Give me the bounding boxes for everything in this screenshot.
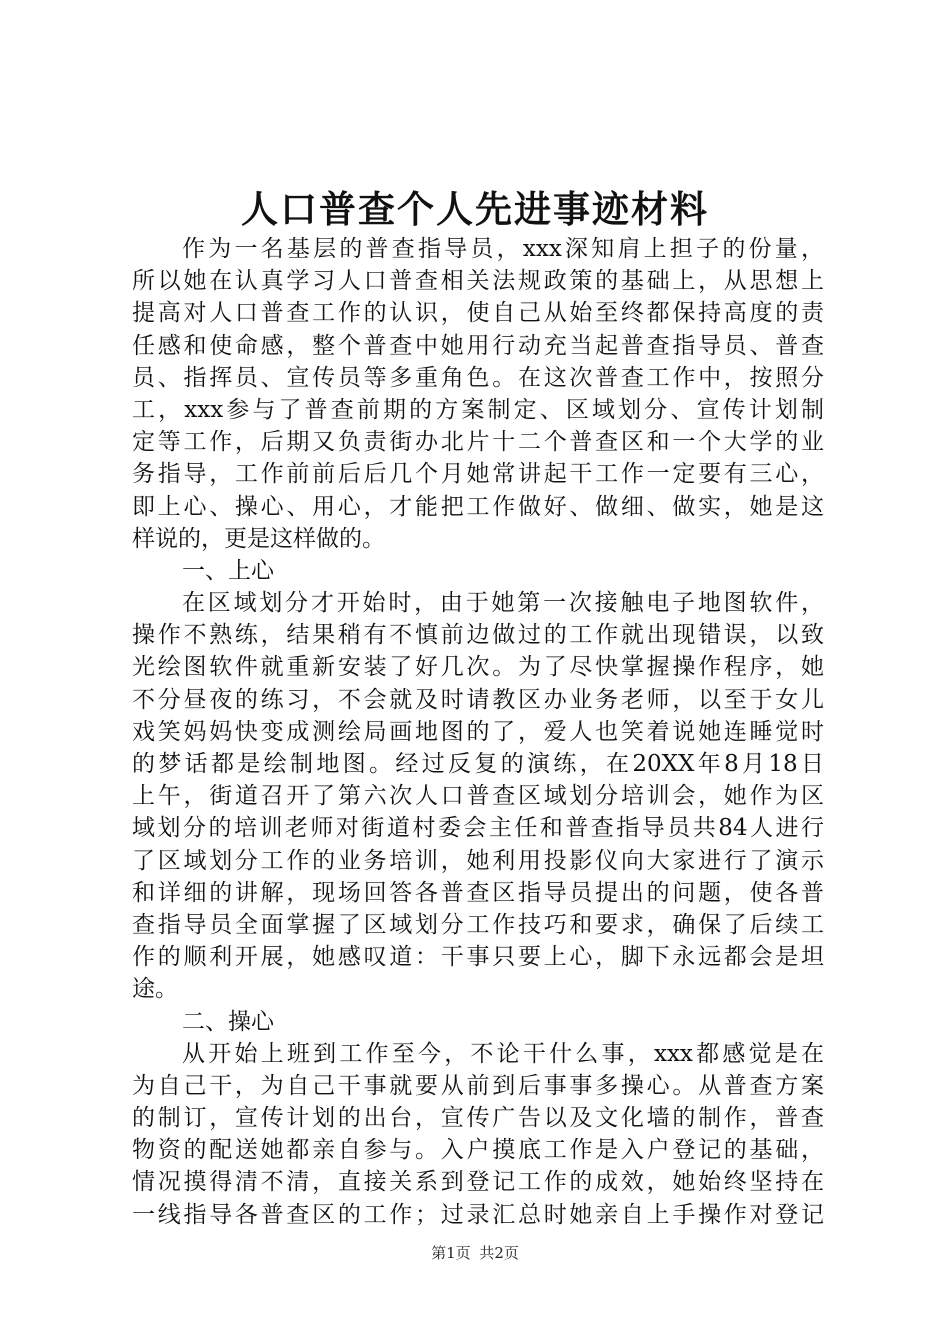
text-line: 务指导，工作前前后后几个月她常讲起干工作一定要有三心， xyxy=(132,461,824,488)
text-line: 所以她在认真学习人口普查相关法规政策的基础上，从思想上 xyxy=(132,268,824,295)
document-title: 人口普查个人先进事迹材料 xyxy=(241,187,709,231)
text-line: 任感和使命感，整个普查中她用行动充当起普查指导员、普查 xyxy=(132,332,824,359)
text-line: 的制订，宣传计划的出台，宣传广告以及文化墙的制作，普查 xyxy=(132,1105,824,1132)
text-line: 戏笑妈妈快变成测绘局画地图的了，爱人也笑着说她连睡觉时 xyxy=(132,718,824,745)
page-total: 共2页 xyxy=(479,1244,519,1262)
text-line: 操作不熟练，结果稍有不慎前边做过的工作就出现错误，以致 xyxy=(132,622,824,649)
text-line: 作为一名基层的普查指导员，xxx深知肩上担子的份量， xyxy=(182,236,824,262)
text-line: 从开始上班到工作至今，不论干什么事，xxx都感觉是在 xyxy=(182,1040,824,1067)
page-number: 第1页 xyxy=(431,1244,471,1262)
text-line: 和详细的讲解，现场回答各普查区指导员提出的问题，使各普 xyxy=(132,879,824,906)
document-body xyxy=(132,233,824,1231)
text-line: 提高对人口普查工作的认识，使自己从始至终都保持高度的责 xyxy=(132,300,824,327)
text-line: 工，xxx参与了普查前期的方案制定、区域划分、宣传计划制 xyxy=(132,396,824,423)
text-line: 一线指导各普查区的工作；过录汇总时她亲自上手操作对登记 xyxy=(132,1201,824,1228)
text-line: 途。 xyxy=(132,976,178,1003)
text-line: 的梦话都是绘制地图。经过反复的演练，在20XX年8月18日 xyxy=(132,751,824,777)
text-line: 了区域划分工作的业务培训，她利用投影仪向大家进行了演示 xyxy=(132,847,824,874)
text-line: 员、指挥员、宣传员等多重角色。在这次普查工作中，按照分 xyxy=(132,364,824,391)
section-heading: 二、操心 xyxy=(182,1008,274,1035)
text-line: 域划分的培训老师对街道村委会主任和普查指导员共84人进行 xyxy=(132,815,824,842)
text-line: 查指导员全面掌握了区域划分工作技巧和要求，确保了后续工 xyxy=(132,911,824,938)
text-line: 上午，街道召开了第六次人口普查区域划分培训会，她作为区 xyxy=(132,783,824,810)
section-heading: 一、上心 xyxy=(182,557,274,584)
text-line: 情况摸得清不清，直接关系到登记工作的成效，她始终坚持在 xyxy=(132,1169,824,1196)
text-line: 不分昼夜的练习，不会就及时请教区办业务老师，以至于女儿 xyxy=(132,686,824,713)
text-line: 物资的配送她都亲自参与。入户摸底工作是入户登记的基础， xyxy=(132,1137,824,1164)
page-footer xyxy=(0,1243,950,1263)
text-line: 样说的，更是这样做的。 xyxy=(132,525,385,552)
text-line: 定等工作，后期又负责街办北片十二个普查区和一个大学的业 xyxy=(132,429,824,456)
text-line: 为自己干，为自己干事就要从前到后事事多操心。从普查方案 xyxy=(132,1072,824,1099)
text-line: 光绘图软件就重新安装了好几次。为了尽快掌握操作程序，她 xyxy=(132,654,824,681)
text-line: 在区域划分才开始时，由于她第一次接触电子地图软件， xyxy=(182,590,824,617)
text-line: 作的顺利开展，她感叹道：干事只要上心，脚下永远都会是坦 xyxy=(132,944,824,971)
text-line: 即上心、操心、用心，才能把工作做好、做细、做实，她是这 xyxy=(132,493,824,520)
